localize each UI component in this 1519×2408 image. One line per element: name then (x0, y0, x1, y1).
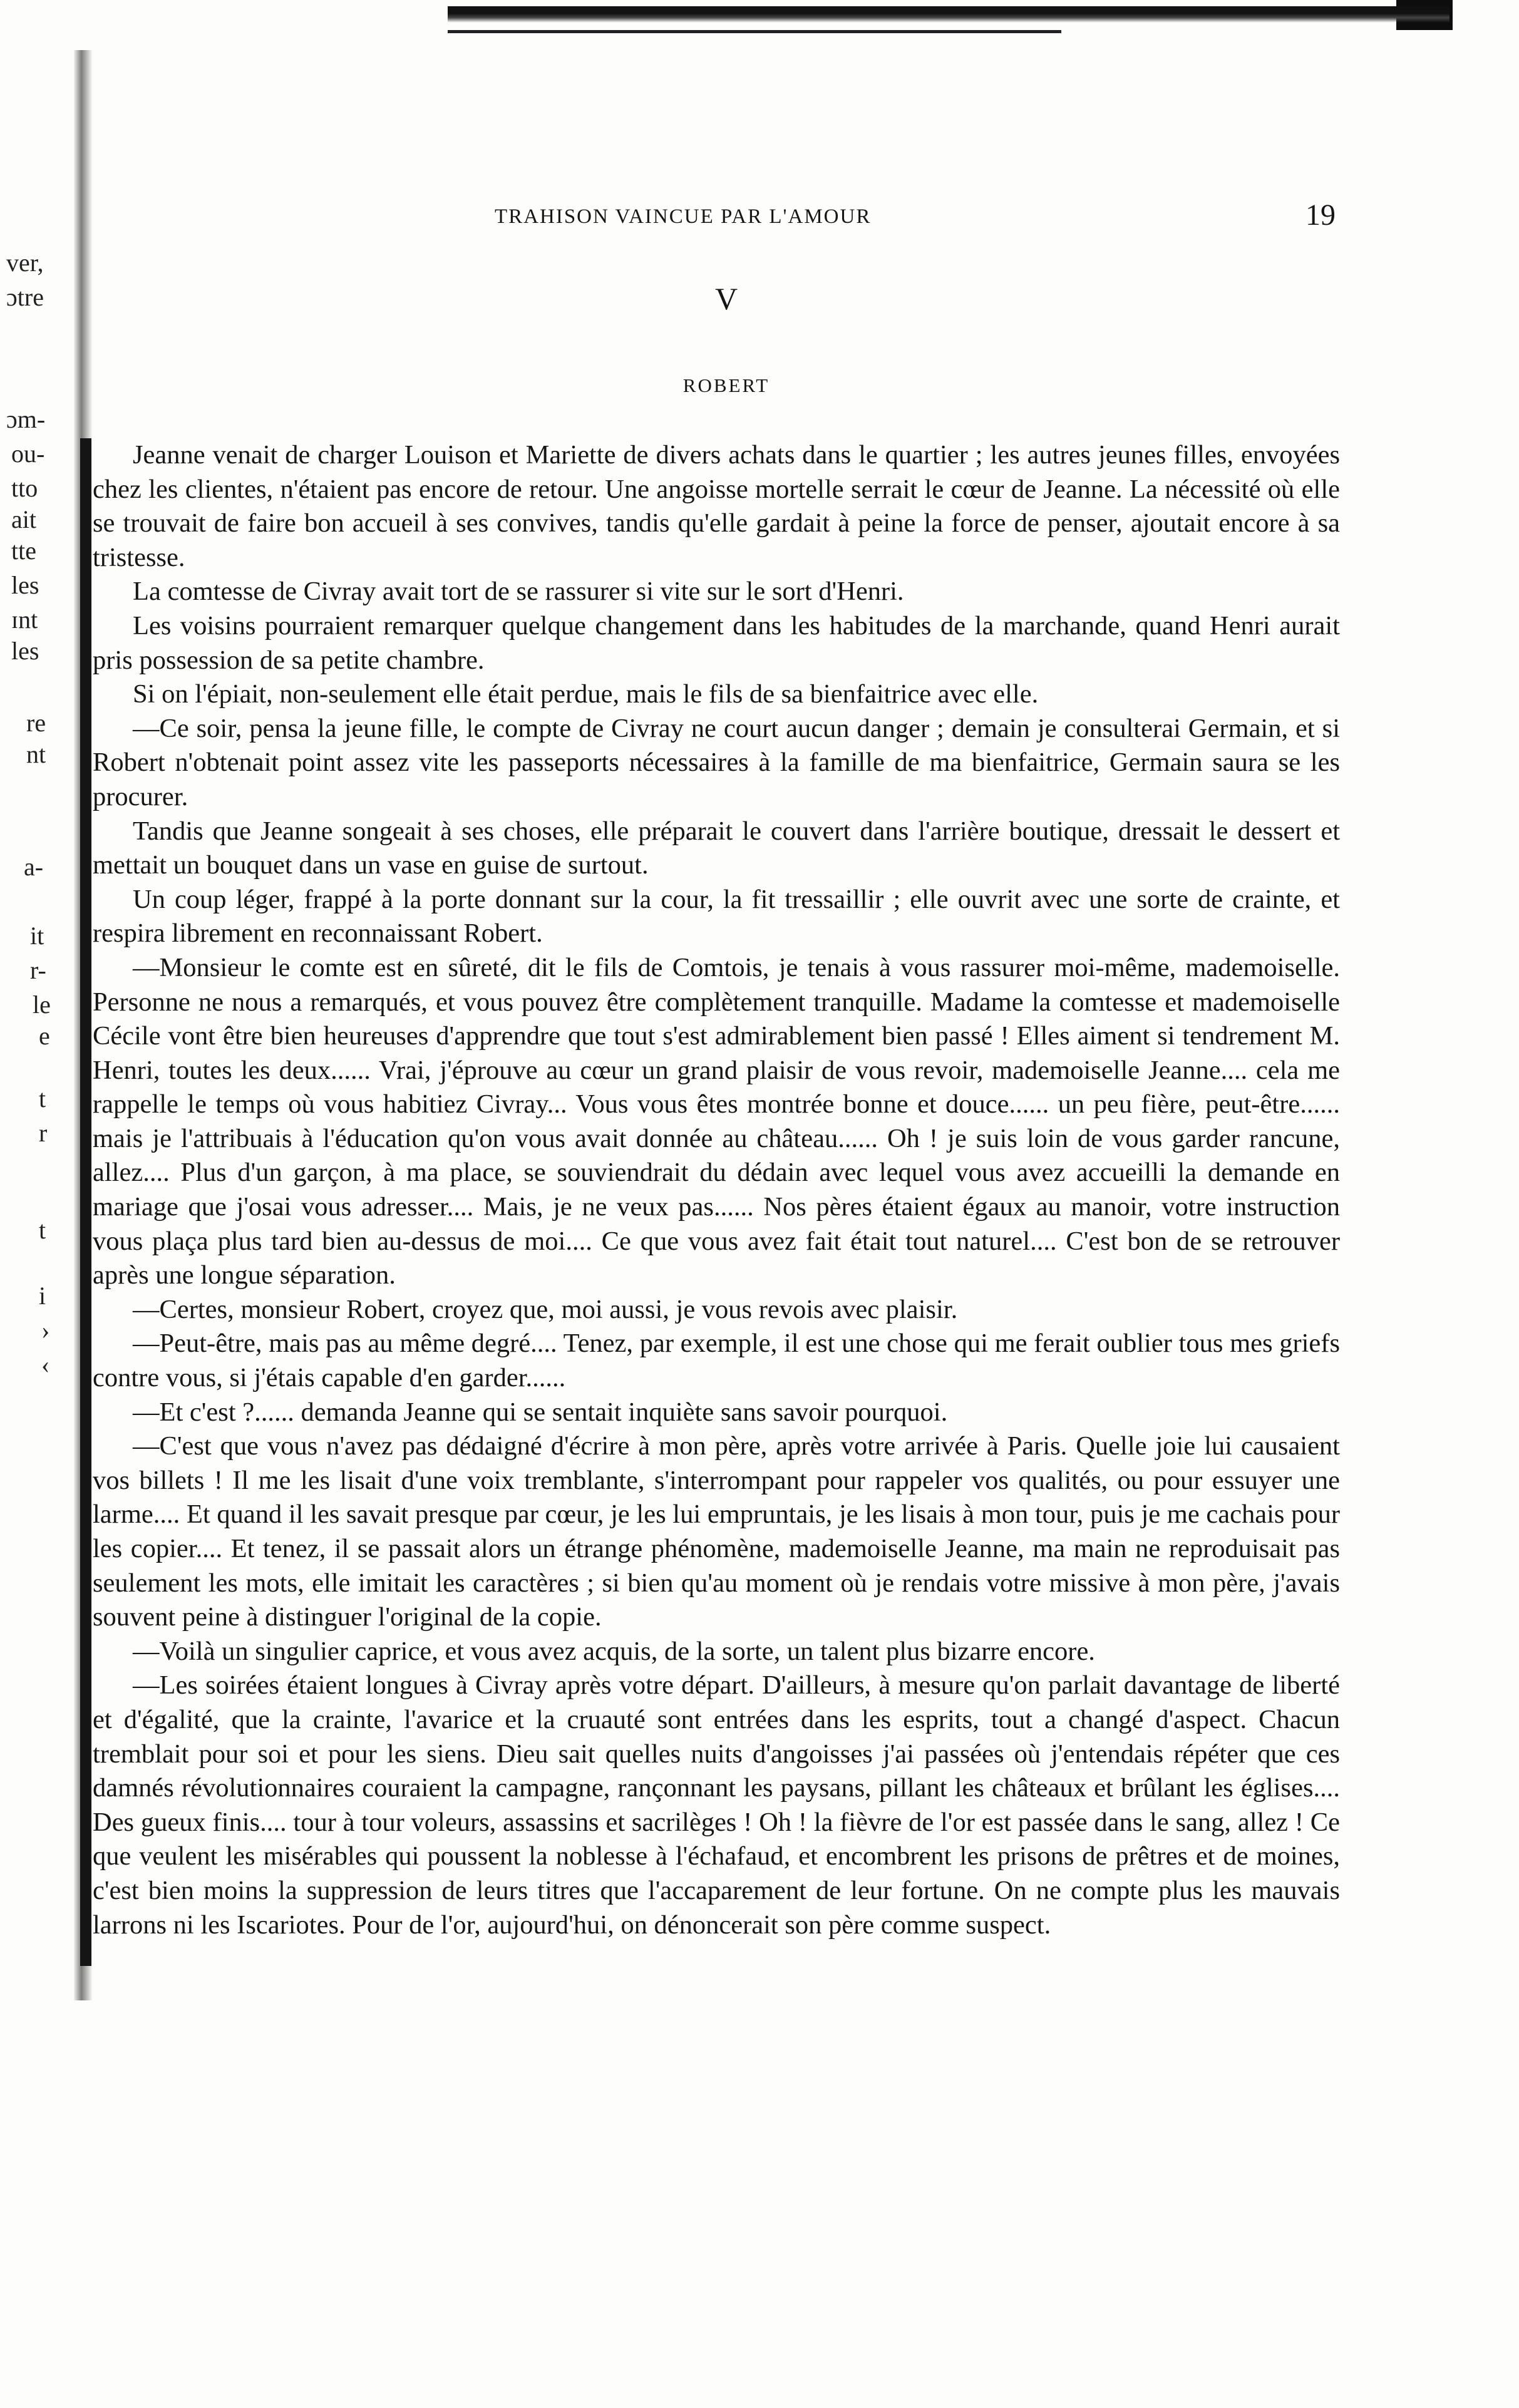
margin-fragment: nt (26, 740, 46, 768)
page-number: 19 (1305, 198, 1336, 232)
margin-fragment: r- (30, 956, 46, 984)
margin-fragment: ɔm- (6, 405, 46, 433)
paragraph: Si on l'épiait, non-seulement elle était perdue, mais le fils de sa bienfaitrice avec elle. (133, 679, 1039, 709)
top-rule-thin (448, 30, 1061, 33)
paragraph: —Les soirées étaient longues à Civray après votre départ. D'ailleurs, à mesure qu'on parlait davantage de liberté et d'égalité, que la crainte, l'avarice et la cruauté sont entrées dans les esprits, tout a changé d'aspect. Chacun tremblait pour soi et pour les siens. Dieu sait quelles nuits d'angoisses j'ai passées où j'entendais répéter que ces damnés révolutionnaires couraient la campagne, rançonnant les paysans, pillant les châteaux et brûlant les églises.... Des gueux finis.... tour à tour voleurs, assassins et sacrilèges ! Oh ! la fièvre de l'or est passée dans le sang, allez ! Ce que veulent les misérables qui poussent la noblesse à l'échafaud, et encombrent les prisons de prêtres et de moines, c'est bien moins la suppression de leurs titres que l'accaparement de leur fortune. On ne compte plus les mauvais larrons ni les Iscariotes. Pour de l'or, aujourd'hui, on dénoncerait son père comme suspect. (93, 1670, 1340, 1940)
paragraph: —Et c'est ?...... demanda Jeanne qui se sentait inquiète sans savoir pourquoi. (133, 1397, 948, 1427)
margin-fragment: › (41, 1316, 50, 1344)
margin-fragment: les (11, 637, 39, 665)
margin-fragment: r (39, 1119, 48, 1147)
margin-fragment: ‹ (41, 1351, 50, 1379)
binding-edge (80, 438, 91, 1966)
paragraph: Les voisins pourraient remarquer quelque changement dans les habitudes de la marchande, quand Henri aurait pris possession de sa petite chambre. (93, 610, 1340, 675)
paragraph: —Ce soir, pensa la jeune fille, le compte de Civray ne court aucun danger ; demain je consulterai Germain, et si Robert n'obtenait point assez vite les passeports nécessaires à la famille de ma bienfaitrice, Germain saura se les procurer. (93, 713, 1340, 811)
paragraph: —Voilà un singulier caprice, et vous avez acquis, de la sorte, un talent plus bizarre encore. (133, 1636, 1095, 1666)
margin-fragment: ɔtre (6, 283, 44, 311)
paragraph: —C'est que vous n'avez pas dédaigné d'écrire à mon père, après votre arrivée à Paris. Quelle joie lui causaient vos billets ! Il me les lisait d'une voix tremblante, s'interrompant pour rappeler vos qualités, ou pour essuyer une larme.... Et quand il les savait presque par cœur, je les lui empruntais, je les lisais à mon tour, puis je me cachais pour les copier.... Et tenez, il se passait alors un étrange phénomène, mademoiselle Jeanne, ma main ne reproduisait pas seulement les mots, elle imitait les caractères ; si bien qu'au moment où je rendais votre missive à mon père, j'avais souvent peine à distinguer l'original de la copie. (93, 1431, 1340, 1632)
margin-fragment: t (39, 1216, 46, 1244)
margin-fragment: it (30, 922, 44, 950)
running-head: TRAHISON VAINCUE PAR L'AMOUR (495, 205, 872, 228)
top-rule (448, 6, 1449, 23)
chapter-title: ROBERT (682, 374, 770, 396)
paragraph: Un coup léger, frappé à la porte donnant sur la cour, la fit tressaillir ; elle ouvrit avec une sorte de crainte, et respira librement en reconnaissant Robert. (93, 884, 1340, 949)
paragraph: La comtesse de Civray avait tort de se rassurer si vite sur le sort d'Henri. (133, 577, 904, 607)
margin-fragment: ou- (11, 440, 45, 468)
paragraph: —Monsieur le comte est en sûreté, dit le fils de Comtois, je tenais à vous rassurer moi-même, mademoiselle. Personne ne nous a remarqués, et vous pouvez être complètement tranquille. Madame la comtesse et mademoiselle Cécile vont être bien heureuses d'apprendre que tout s'est admirablement bien passé ! Elles aiment si tendrement M. Henri, toutes les deux...... Vrai, j'éprouve au cœur un grand plaisir de vous revoir, mademoiselle Jeanne.... cela me rappelle le temps où vous habitiez Civray... Vous vous êtes montrée bonne et douce...... un peu fière, peut-être...... mais je l'attribuais à l'éducation qu'on vous avait donnée au château...... Oh ! je suis loin de vous garder rancune, allez.... Plus d'un garçon, à ma place, se souviendrait du dédain avec lequel vous avez accueilli la demande en mariage que j'osai vous adresser.... Mais, je ne veux pas...... Nos pères étaient égaux au manoir, votre instruction vous plaça plus tard bien au-dessus de moi.... Ce que vous avez fait était tout naturel.... C'est bon de se retrouver après une longue séparation. (93, 952, 1340, 1290)
margin-fragment: i (39, 1282, 46, 1310)
margin-fragment: tte (11, 537, 36, 565)
body-text (93, 438, 1340, 1942)
margin-fragment: tto (11, 474, 38, 502)
margin-fragment: e (39, 1022, 50, 1050)
paragraph: —Certes, monsieur Robert, croyez que, moi aussi, je vous revois avec plaisir. (133, 1294, 958, 1324)
paragraph: Tandis que Jeanne songeait à ses choses, elle préparait le couvert dans l'arrière boutique, dressait le dessert et mettait un bouquet dans un vase en guise de surtout. (93, 816, 1340, 880)
margin-fragment: les (11, 571, 39, 599)
chapter-number: V (714, 281, 738, 316)
margin-fragment: ait (11, 505, 36, 533)
margin-fragment: ɪnt (11, 605, 38, 634)
paragraph: Jeanne venait de charger Louison et Mariette de divers achats dans le quartier ; les autres jeunes filles, envoyées chez les clientes, n'étaient pas encore de retour. Une angoisse mortelle serrait le cœur de Jeanne. La nécessité où elle se trouvait de faire bon accueil à ses convives, tandis qu'elle gardait à peine la force de penser, ajoutait encore à sa tristesse. (93, 440, 1340, 572)
margin-fragment: re (26, 709, 46, 737)
margin-fragment: a- (24, 853, 44, 881)
paragraph: —Peut-être, mais pas au même degré.... Tenez, par exemple, il est une chose qui me ferait oublier tous mes griefs contre vous, si j'étais capable d'en garder...... (93, 1329, 1340, 1393)
margin-fragment: t (39, 1084, 46, 1113)
margin-fragment: ver, (6, 249, 44, 277)
margin-fragment: le (33, 990, 51, 1019)
